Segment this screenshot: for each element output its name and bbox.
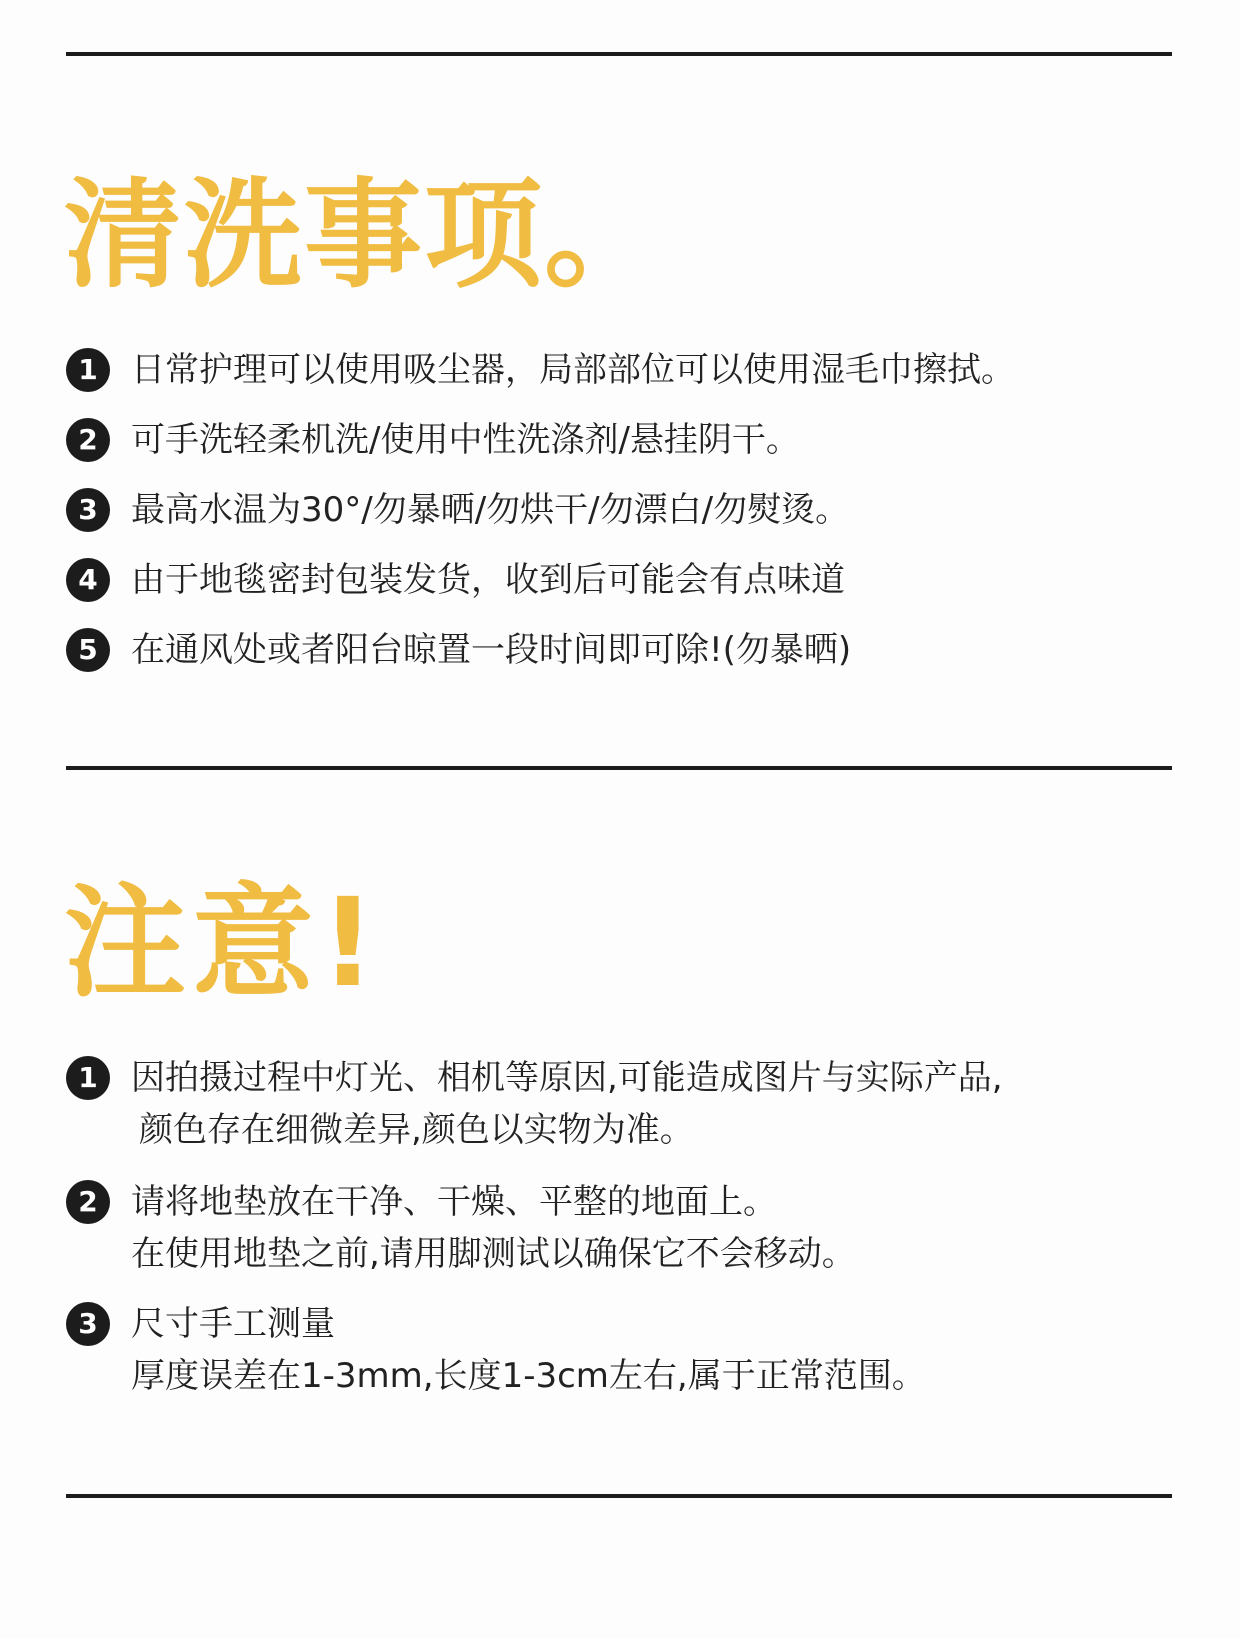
notice-item-3: [66, 1298, 1196, 1408]
top-divider: [66, 52, 1172, 56]
number-2-badge-icon: 2: [66, 418, 110, 462]
number-1-badge-icon: 1: [66, 348, 110, 392]
notice-item-1: [66, 1052, 1196, 1176]
care-item-text: 由于地毯密封包装发货，收到后可能会有点味道: [131, 560, 845, 600]
number-3-badge-icon: 3: [66, 1302, 110, 1346]
bottom-divider: [66, 1494, 1172, 1498]
middle-divider: [66, 766, 1172, 770]
notice-list: [66, 1052, 1196, 1408]
number-2-badge-icon: 2: [66, 1180, 110, 1224]
number-4-badge-icon: 4: [66, 558, 110, 602]
care-list: [66, 348, 1196, 698]
care-item-text: 可手洗轻柔机洗/使用中性洗涤剂/悬挂阴干。: [131, 420, 800, 460]
notice-item-line: 在使用地垫之前,请用脚测试以确保它不会移动。: [131, 1234, 856, 1274]
notice-item-line: 因拍摄过程中灯光、相机等原因,可能造成图片与实际产品,: [131, 1058, 1003, 1098]
care-item-text: 日常护理可以使用吸尘器，局部部位可以使用湿毛巾擦拭。: [131, 350, 1015, 390]
care-item-text: 在通风处或者阳台晾置一段时间即可除!(勿暴晒): [131, 630, 852, 670]
number-1-badge-icon: 1: [66, 1056, 110, 1100]
notice-item-line: 请将地垫放在干净、干燥、平整的地面上。: [131, 1182, 777, 1222]
number-5-badge-icon: 5: [66, 628, 110, 672]
care-item-text: 最高水温为30°/勿暴晒/勿烘干/勿漂白/勿熨烫。: [131, 490, 850, 530]
notice-title: 注意!: [64, 872, 382, 1014]
notice-item-line: 厚度误差在1-3mm,长度1-3cm左右,属于正常范围。: [131, 1356, 926, 1396]
care-item-2: [66, 418, 1196, 488]
notice-item-line: 尺寸手工测量: [131, 1304, 335, 1344]
care-item-4: [66, 558, 1196, 628]
number-3-badge-icon: 3: [66, 488, 110, 532]
care-item-5: [66, 628, 1196, 698]
care-item-1: [66, 348, 1196, 418]
notice-item-2: [66, 1176, 1196, 1298]
notice-item-line: 颜色存在细微差异,颜色以实物为准。: [139, 1110, 694, 1150]
care-title: 清洗事项。: [64, 166, 665, 304]
care-item-3: [66, 488, 1196, 558]
